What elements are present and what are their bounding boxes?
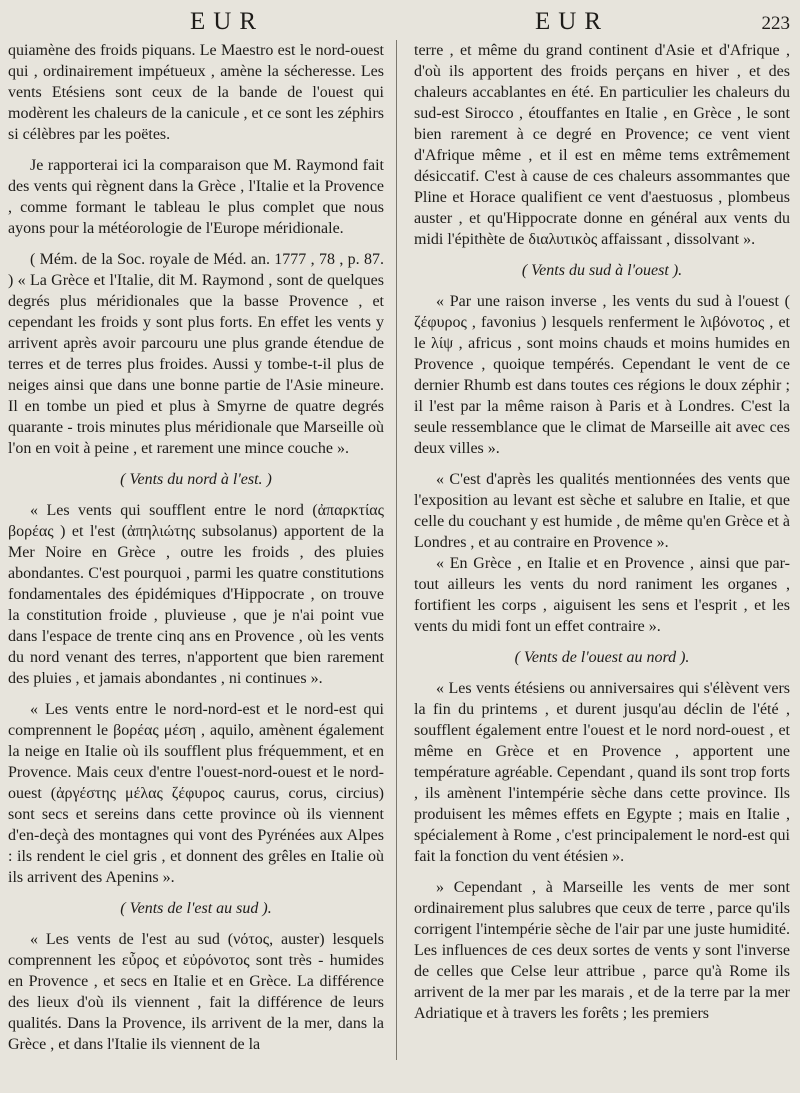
running-head-right: EUR	[535, 8, 609, 35]
right-column	[414, 40, 790, 1024]
paragraph: « Les vents qui soufflent entre le nord (ἀπαρκτίας βορέας ) et l'est (ἀπηλιώτης subsolanus) apportent de la Mer Noire en Grèce , outre les froids , des pluies abondantes. C'est pourquoi , parmi les quatre constitutions fondamentales des épidémiques d'Hippocrate , on trouve la constitution froide , pluvieuse , que je n'ai point vue dans l'espace de trente cinq ans en Provence , où les vents du nord venant des terres, n'apportent que bien rarement des pluies , et jamais abondantes , ni continues ».	[8, 502, 384, 687]
paragraph: quiamène des froids piquans. Le Maestro est le nord-ouest qui , ordinairement impétueux , amène la sécheresse. Les vents Etésiens sont ceux de la bande de l'ouest qui modèrent les chaleurs de la canicule , et ce sont les zéphirs si célèbres par les poëtes.	[8, 42, 384, 143]
paragraph: « C'est d'après les qualités mentionnées des vents que l'exposition au levant est sèche et salubre en Italie, et que celle du couchant y est humide , de même qu'en Grèce et à Londres , et au contraire en Provence ».	[414, 471, 790, 551]
section-heading: ( Vents du nord à l'est. )	[120, 471, 272, 488]
section-heading: ( Vents du sud à l'ouest ).	[521, 262, 683, 279]
running-head-left: EUR	[190, 8, 264, 35]
section-heading: ( Vents de l'est au sud ).	[120, 900, 272, 917]
paragraph: » Cependant , à Marseille les vents de mer sont ordinairement plus salubres que ceux de terre , parce qu'ils corrigent l'intempérie sèche de l'air par une juste humidité. Les influences de ces deux sortes de vents y sont l'inverse de celles que Celse leur attribue , parce qu'à Rome ils arrivent de la mer par les marais , et de la terre par la mer Adriatique et à travers les forêts ; les premiers	[414, 879, 790, 1022]
paragraph: Je rapporterai ici la comparaison que M. Raymond fait des vents qui règnent dans la Grèce , l'Italie et la Provence , comme formant le tableau le plus complet que nous ayons pour la météorologie de l'Europe méridionale.	[8, 157, 384, 237]
paragraph: « Les vents étésiens ou anniversaires qui s'élèvent vers la fin du printems , et durent jusqu'au déclin de l'été , soufflent également entre l'ouest et le nord nord-ouest , et même en Grèce et en Provence , apportent une température agréable. Cependant , quand ils sont trop forts , ils amènent l'intempérie sèche dans cette province. Ils produisent les mêmes effets en Egypte ; mais en Italie , spécialement à Rome , c'est principalement le nord-est qui fait la fonction du vent étésien ».	[414, 680, 790, 865]
paragraph: « Les vents de l'est au sud (νότος, auster) lesquels comprennent les εὖρος et εὐρόνοτος sont très - humides en Provence , et secs en Italie et en Grèce. La différence des lieux d'où ils viennent , fait la différence de leurs qualités. Dans la Provence, ils arrivent de la mer, dans la Grèce , et dans l'Italie ils viennent de la	[8, 931, 384, 1053]
paragraph: « Par une raison inverse , les vents du sud à l'ouest ( ζέφυρος , favonius ) lesquels renferment le λιβόνοτος , et le λίψ , africus , sont moins chauds et moins humides en Provence , quoique tempérés. Cependant le vent de ce dernier Rhumb est dans toutes ces régions le doux zéphir ; il l'est par la même raison à Paris et à Londres. C'est la seule ressemblance que le climat de Marseille ait avec ces deux villes ».	[414, 293, 790, 457]
column-divider	[396, 40, 397, 1060]
paragraph: terre , et même du grand continent d'Asie et d'Afrique , d'où ils apportent des froids perçans en hiver , et des chaleurs accablantes en été. En particulier les chaleurs du sud-est Sirocco , étouffantes en Italie , en Grèce , le sont bien rarement à ce degré en Provence; ce vent vient d'Afrique même , et il est en même tems extrêmement désiccatif. C'est à cause de ces chaleurs assommantes que Pline et Horace qualifient ce vent d'aestuosus , plombeus auster , et qu'Hippocrate donne en général aux vents du midi l'épithète de διαλυτικὸς affaissant , dissolvant ».	[414, 42, 790, 248]
section-heading: ( Vents de l'ouest au nord ).	[514, 649, 690, 666]
paragraph: « En Grèce , en Italie et en Provence , ainsi que par-tout ailleurs les vents du nord raniment les organes , fortifient les corps , aiguisent les sens et l'esprit , et les vents du midi font un effet contraire ».	[414, 555, 790, 635]
paragraph: « Les vents entre le nord-nord-est et le nord-est qui comprennent le βορέας μέση , aquilo, amènent également la neige en Italie où ils soufflent plus fréquemment, et en Provence. Mais ceux d'entre l'ouest-nord-ouest et le nord-ouest (ἀργέστης μέλας ζέφυρος caurus, corus, circius) sont secs et sereins dans cette province où ils viennent d'en-deçà des montagnes qui vont des Pyrénées aux Alpes : ils rendent le ciel gris , et donnent des grêles en Italie où ils arrivent des Apenins ».	[8, 701, 384, 886]
paragraph: ( Mém. de la Soc. royale de Méd. an. 1777 , 78 , p. 87. ) « La Grèce et l'Italie, dit M. Raymond , sont de quelques degrés plus méridionales que la basse Provence , et cependant les froids y sont plus forts. En effet les vents y arrivent après avoir parcouru une plus grande étendue de terres et de terres plus froides. Aussi y tombe-t-il plus de neiges ainsi que dans une bonne partie de l'Asie mineure. Il en tombe un pied et plus à Smyrne de quatre degrés quarante - trois minutes plus méridionale que Marseille où l'on en voit à peine , et rarement une mince couche ».	[8, 251, 384, 457]
left-column	[8, 40, 384, 1055]
page-number: 223	[761, 13, 790, 34]
